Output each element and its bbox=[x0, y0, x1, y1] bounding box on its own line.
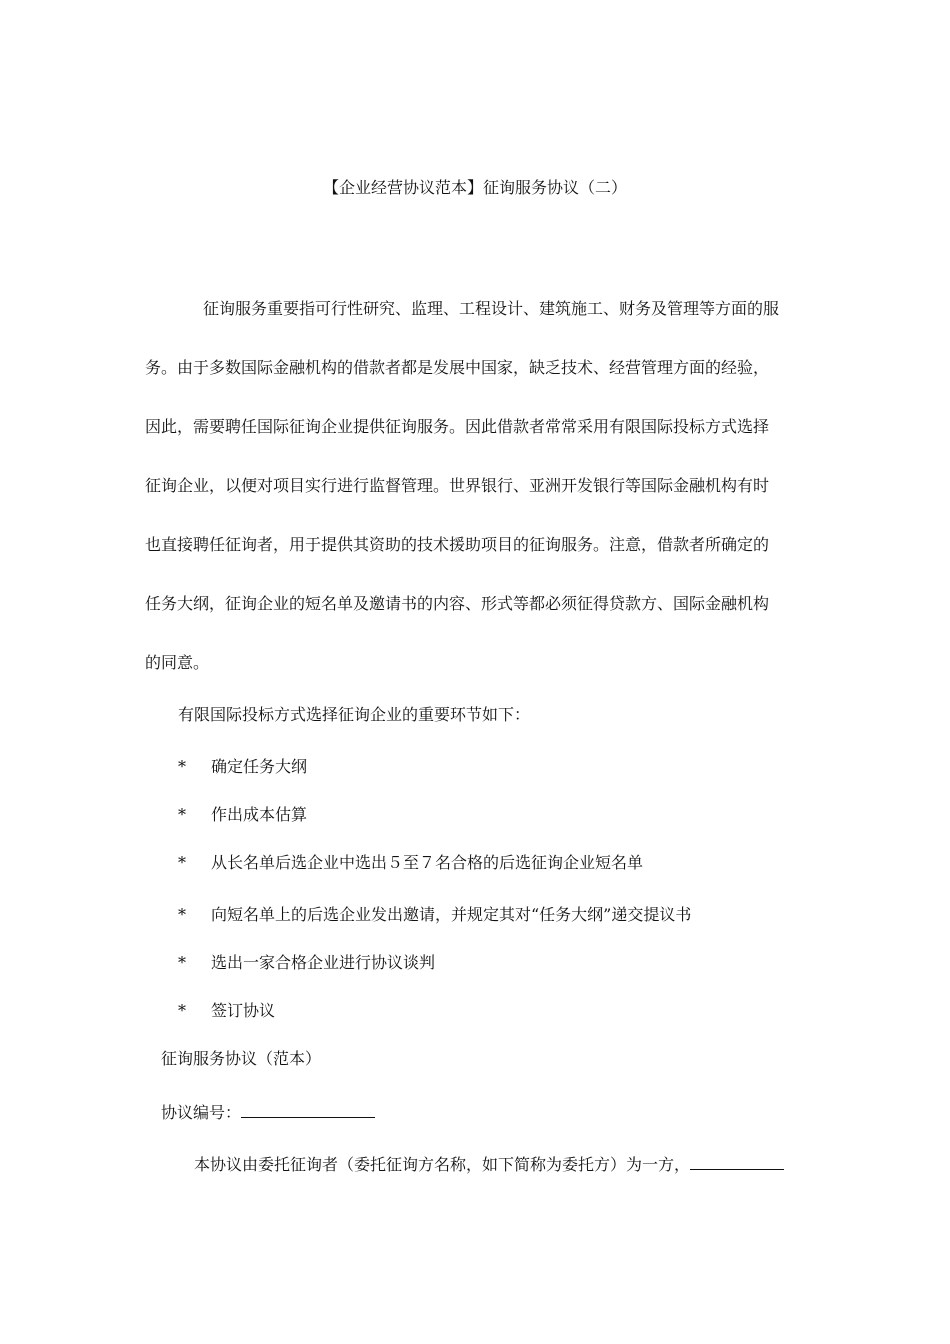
list-item bbox=[178, 999, 275, 1023]
opening-sentence-row bbox=[194, 1151, 784, 1177]
list-item bbox=[178, 803, 307, 827]
bullet-marker: * bbox=[178, 853, 186, 872]
list-item bbox=[178, 951, 435, 975]
contract-number-row bbox=[161, 1099, 375, 1125]
intro-line-4: 征询企业，以便对项目实行进行监督管理。世界银行、亚洲开发银行等国际金融机构有时 bbox=[145, 476, 770, 495]
bullet-marker: * bbox=[178, 953, 186, 972]
contract-title: 征询服务协议（范本） bbox=[161, 1049, 322, 1068]
bullet-marker: * bbox=[178, 805, 186, 824]
list-item bbox=[178, 755, 307, 779]
intro-line-6: 任务大纲，征询企业的短名单及邀请书的内容、形式等都必须征得贷款方、国际金融机构 bbox=[145, 594, 770, 613]
intro-line-5: 也直接聘任征询者，用于提供其资助的技术援助项目的征询服务。注意，借款者所确定的 bbox=[145, 535, 770, 554]
list-item-text: 签订协议 bbox=[211, 1001, 276, 1020]
list-item-text: 向短名单上的后选企业发出邀请，并规定其对“任务大纲”递交提议书 bbox=[211, 905, 692, 924]
intro-line-1: 征询服务重要指可行性研究、监理、工程设计、建筑施工、财务及管理等方面的服 bbox=[203, 299, 780, 318]
opening-sentence: 本协议由委托征询者（委托征询方名称，如下简称为委托方）为一方， bbox=[194, 1155, 691, 1174]
bullet-marker: * bbox=[178, 757, 186, 776]
intro-line-3: 因此，需要聘任国际征询企业提供征询服务。因此借款者常常采用有限国际投标方式选择 bbox=[145, 417, 770, 436]
intro-line-7: 的同意。 bbox=[145, 653, 210, 672]
contract-number-label: 协议编号： bbox=[161, 1103, 242, 1122]
document-title: 【企业经营协议范本】征询服务协议（二） bbox=[322, 178, 627, 197]
bullet-marker: * bbox=[178, 1001, 186, 1020]
bullet-marker: * bbox=[178, 905, 186, 924]
party-name-blank[interactable] bbox=[690, 1151, 784, 1170]
steps-heading: 有限国际投标方式选择征询企业的重要环节如下： bbox=[178, 705, 531, 724]
list-item-text: 选出一家合格企业进行协议谈判 bbox=[211, 953, 436, 972]
list-item bbox=[178, 903, 691, 927]
list-item-text: 从长名单后选企业中选出５至７名合格的后选征询企业短名单 bbox=[211, 853, 644, 872]
list-item bbox=[178, 851, 643, 875]
list-item-text: 作出成本估算 bbox=[211, 805, 308, 824]
intro-line-2: 务。由于多数国际金融机构的借款者都是发展中国家，缺乏技术、经营管理方面的经验， bbox=[145, 358, 770, 377]
contract-number-blank[interactable] bbox=[241, 1099, 375, 1118]
list-item-text: 确定任务大纲 bbox=[211, 757, 308, 776]
